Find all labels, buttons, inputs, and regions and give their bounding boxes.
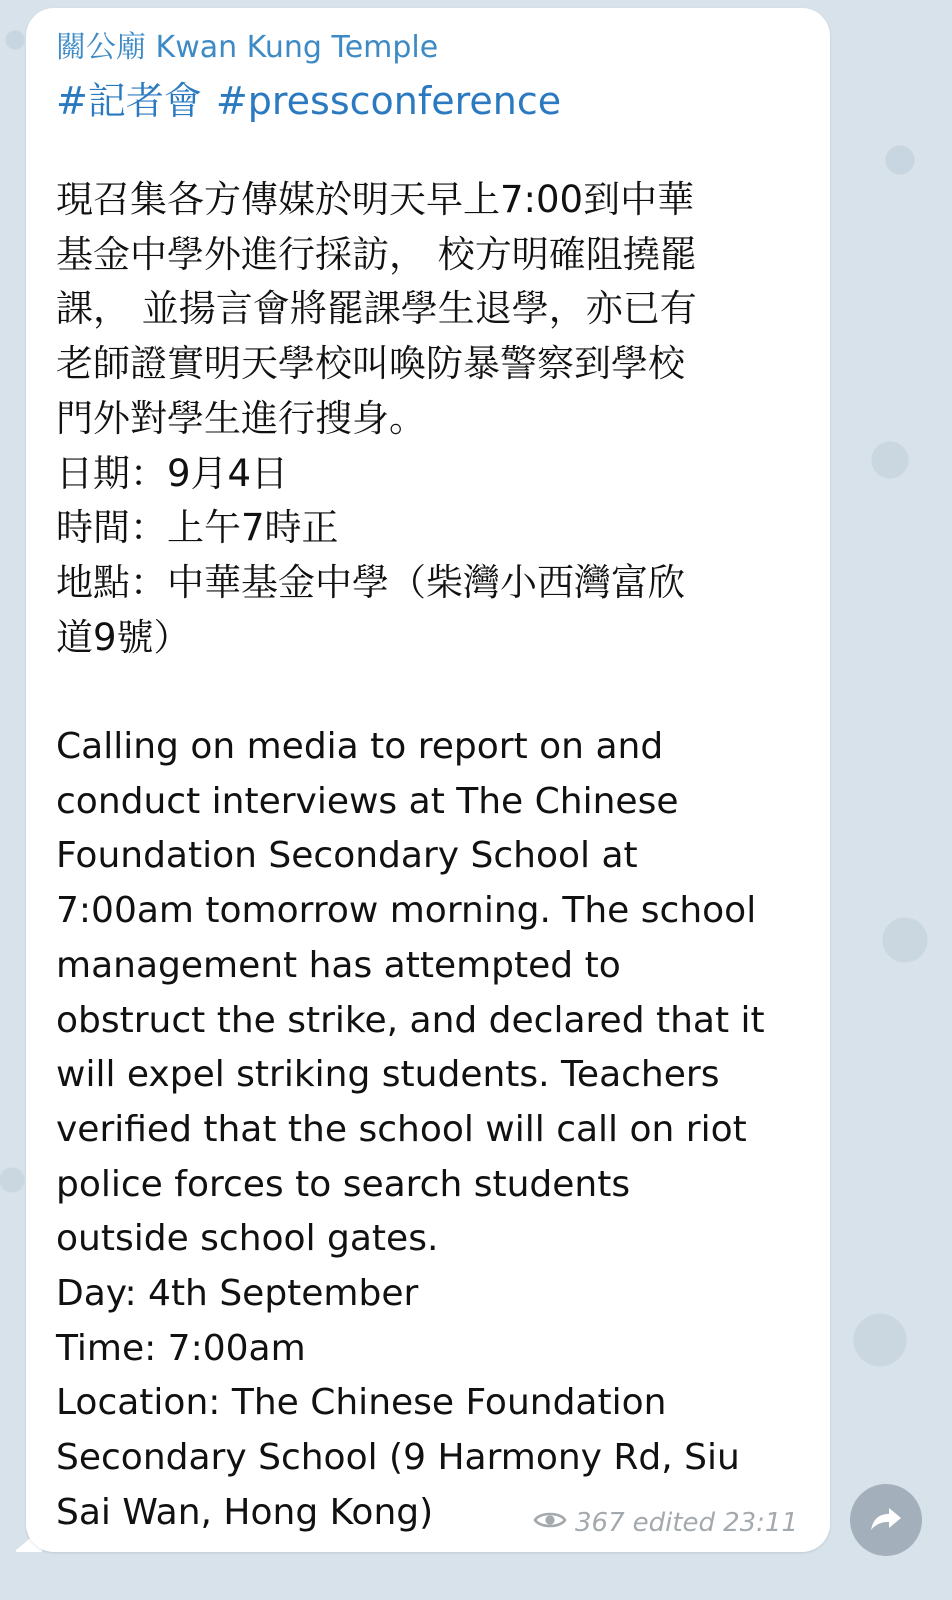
message-line: conduct interviews at The Chinese — [56, 780, 679, 822]
message-line: verified that the school will call on riot — [56, 1108, 747, 1150]
location-line: 地點：中華基金中學（柴灣小西灣富欣 — [56, 560, 685, 604]
view-count: 367 — [575, 1508, 625, 1538]
location-line: Location: The Chinese Foundation — [56, 1382, 667, 1424]
date-line: Day: 4th September — [56, 1273, 419, 1315]
message-line: will expel striking students. Teachers — [56, 1054, 720, 1096]
location-line: Sai Wan, Hong Kong) — [56, 1491, 434, 1533]
edited-label: edited — [632, 1508, 716, 1538]
message-line: 現召集各方傳媒於明天早上7:00到中華 — [56, 178, 695, 221]
message-meta — [533, 1508, 798, 1538]
message-bubble[interactable] — [26, 8, 830, 1552]
message-line: management has attempted to — [56, 944, 621, 986]
share-button[interactable] — [850, 1484, 922, 1556]
eye-icon — [533, 1508, 567, 1538]
message-line: outside school gates. — [56, 1218, 439, 1260]
message-line: 老師證實明天學校叫喚防暴警察到學校 — [56, 342, 685, 386]
time-line: Time: 7:00am — [56, 1327, 306, 1369]
share-arrow-icon — [868, 1500, 904, 1540]
message-chinese — [56, 173, 808, 665]
message-text — [56, 173, 808, 1541]
message-line: Calling on media to report on and — [56, 726, 664, 768]
time-line: 時間：上午7時正 — [56, 506, 339, 550]
message-line: 門外對學生進行搜身。 — [56, 396, 426, 440]
message-time: 23:11 — [723, 1508, 798, 1538]
message-line: 基金中學外進行採訪， 校方明確阻撓罷 — [56, 232, 697, 276]
message-line: 課， 並揚言會將罷課學生退學，亦已有 — [56, 287, 697, 331]
date-line: 日期：9月4日 — [56, 451, 289, 495]
message-line: obstruct the strike, and declared that it — [56, 999, 765, 1041]
message-line: 7:00am tomorrow morning. The school — [56, 890, 757, 932]
message-line: police forces to search students — [56, 1163, 631, 1205]
location-line: Secondary School (9 Harmony Rd, Siu — [56, 1437, 740, 1479]
location-line: 道9號） — [56, 615, 191, 659]
message-line: Foundation Secondary School at — [56, 835, 638, 877]
sender-name[interactable]: 關公廟 Kwan Kung Temple — [56, 30, 439, 65]
hashtags[interactable]: #記者會 #pressconference — [56, 79, 562, 123]
message-english — [56, 720, 808, 1541]
